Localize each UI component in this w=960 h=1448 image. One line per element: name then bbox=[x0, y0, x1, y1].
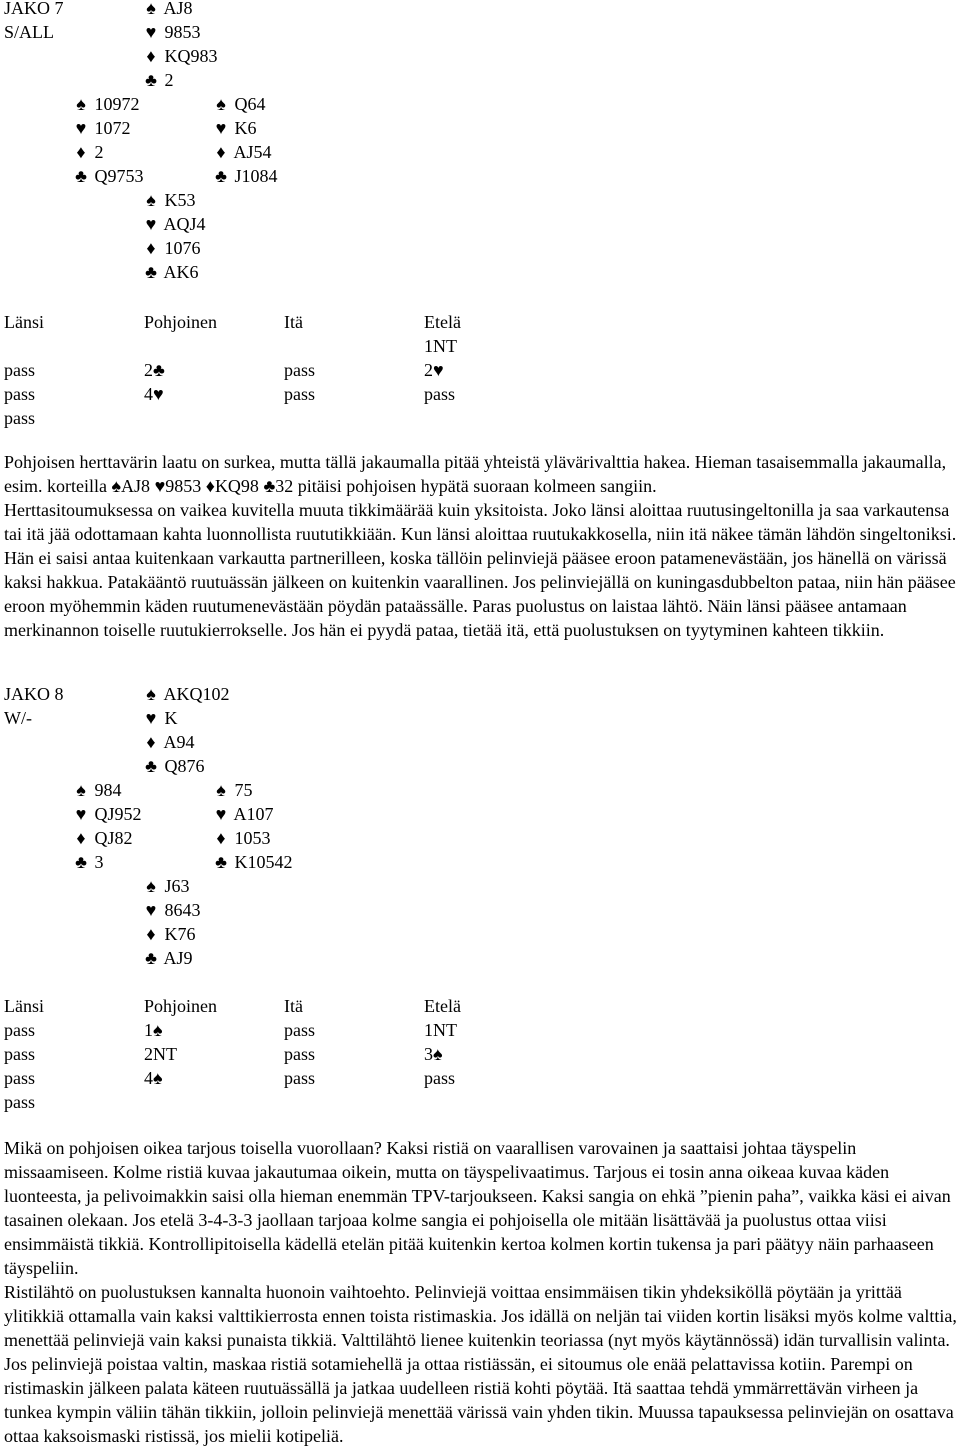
commentary-paragraph: Ristilähtö on puolustuksen kannalta huonoin vaihtoehto. Pelinviejä voittaa ensimmäisen tikin yhdeksiköllä pöytään ja yrittää ylitikkiä ottamalla vain kaksi valttikierrosta ennen toista ristimaskia. Jos idällä on neljän tai viiden kortin lisäksi myös kolme valttia, menettää pelinviejä vain kaksi punaista tikkiä. Valttilähtö lienee kuitenkin teoriassa (nyt myös käytännössä) idän turvallisin valinta. Jos pelinviejä poistaa valtin, maskaa ristiä sotamiehellä ja ottaa ristiässän, ei sitoumus ole enää pelattavissa kotiin. Parempi on ristimaskin jälkeen palata käteen ruutuässällä ja jatkaa uudelleen ristiä kohti pöytää. Itä saattaa tehdä ymmärrettävän virheen ja tunkea kympin väliin tähän tikkiin, jolloin pelinviejä menettää värissä vain yhden tikin. Muussa tapauksessa pelinviejän on osattava ottaa kaksoismaski ristissä, jos mielii kotipeliä. bbox=[4, 1282, 957, 1446]
bid: pass bbox=[4, 384, 35, 404]
spade-icon: ♠ bbox=[146, 876, 156, 896]
spade-icon: ♠ bbox=[216, 780, 226, 800]
north-hearts: ♥ 9853 bbox=[142, 20, 201, 44]
club-icon: ♣ bbox=[75, 166, 87, 186]
commentary-paragraph: Pohjoisen herttavärin laatu on surkea, mutta tällä jakaumalla pitää yhteistä ylävärivalttia hakea. Hieman tasaisemmalla jakaumalla, esim. korteilla ♠AJ8 ♥9853 ♦KQ98 ♣32 pitäisi pohjoisen hypätä suoraan kolmeen sangiin. bbox=[4, 452, 947, 496]
diamond-icon: ♦ bbox=[146, 732, 156, 752]
bid: 3♠ bbox=[424, 1044, 443, 1064]
east-diamonds: ♦ 1053 bbox=[212, 826, 271, 850]
south-hearts: ♥ 8643 bbox=[142, 898, 201, 922]
commentary-paragraph: Mikä on pohjoisen oikea tarjous toisella vuorollaan? Kaksi ristiä on vaarallisen varovainen ja saattaisi johtaa täyspelin missaamiseen. Kolme ristiä kuvaa jakautumaa oikein, mutta on täyspelivaatimus. Tarjous ei tosin anna oikeaa kuvaa käden luonteesta, ja pelivoimakkin saisi olla hieman enemmän TPV-tarjoukseen. Kaksi sangia on ehkä ”pienin paha”, vaikka käsi ei aivan tasainen olekaan. Jos etelä 3-4-3-3 jaollaan tarjoaa kolme sangia ei pohjoisella ole mitään lisättävää ja puolustus ottaa viisi ensimmäistä tikkiä. Kontrollipitoisella kädellä etelän pitää kuitenkin kertoa kolmen kortin tukensa ja pari päätyy näin parhaaseen täyspeliin. bbox=[4, 1138, 951, 1278]
deal-vulnerability: W/- bbox=[4, 708, 32, 728]
west-spades: ♠ 984 bbox=[72, 778, 122, 802]
spade-icon: ♠ bbox=[216, 94, 226, 114]
bid: 2NT bbox=[144, 1044, 177, 1064]
auction-header-east: Itä bbox=[284, 996, 303, 1016]
spade-icon: ♠ bbox=[76, 94, 86, 114]
auction-header-north: Pohjoinen bbox=[144, 996, 218, 1016]
commentary-paragraph: Herttasitoumuksessa on vaikea kuvitella muuta tikkimäärää kuin yksitoista. Joko länsi aloittaa ruutusingeltonilla ja saa varkautensa tai itä jää odottamaan kahta luonnollista ruututikkiään. Kun länsi aloittaa ruutukakkosella, niin itä näkee tämän lähdön singeltoniksi. Hän ei saisi antaa kuitenkaan varkautta partnerilleen, koska tällöin pelinviejä pääsee eroon patamenevästään, jos hänellä on värissä kaksi hakkua. Patakääntö ruutuässän jälkeen on kuitenkin vaarallinen. Jos pelinviejällä on kuningasdubbelton pataa, niin hän pääsee eroon myöhemmin käden ruutumenevästään pöydän pataässälle. Paras puolustus on laistaa lähtö. Näin länsi pääsee antamaan merkinannon toiselle ruutukierrokselle. Jos hän ei pyydä pataa, tietää itä, että puolustuksen on tyytyminen kahteen tikkiin. bbox=[4, 500, 957, 640]
north-clubs: ♣ 2 bbox=[142, 68, 174, 92]
diamond-icon: ♦ bbox=[216, 828, 226, 848]
bid: 1♠ bbox=[144, 1020, 163, 1040]
auction-header-north: Pohjoinen bbox=[144, 312, 218, 332]
deal-vulnerability: S/ALL bbox=[4, 22, 55, 42]
north-hearts: ♥ K bbox=[142, 706, 178, 730]
bid: pass bbox=[284, 360, 315, 380]
east-diamonds: ♦ AJ54 bbox=[212, 140, 272, 164]
auction-header-east: Itä bbox=[284, 312, 303, 332]
south-spades: ♠ K53 bbox=[142, 188, 196, 212]
bid: 1NT bbox=[424, 1020, 457, 1040]
bid: 2♥ bbox=[424, 360, 444, 380]
club-icon: ♣ bbox=[153, 360, 165, 380]
club-icon: ♣ bbox=[145, 756, 157, 776]
east-clubs: ♣ K10542 bbox=[212, 850, 293, 874]
east-hearts: ♥ A107 bbox=[212, 802, 274, 826]
spade-icon: ♠ bbox=[146, 190, 156, 210]
bid: 4♥ bbox=[144, 384, 164, 404]
heart-icon: ♥ bbox=[145, 22, 157, 42]
south-diamonds: ♦ 1076 bbox=[142, 236, 201, 260]
spade-icon: ♠ bbox=[153, 1068, 163, 1088]
bid: 2♣ bbox=[144, 360, 165, 380]
west-diamonds: ♦ QJ82 bbox=[72, 826, 133, 850]
diamond-icon: ♦ bbox=[205, 476, 215, 496]
bid: 1NT bbox=[424, 336, 457, 356]
south-clubs: ♣ AK6 bbox=[142, 260, 199, 284]
heart-icon: ♥ bbox=[433, 360, 444, 380]
heart-icon: ♥ bbox=[145, 214, 157, 234]
bid: pass bbox=[4, 1020, 35, 1040]
diamond-icon: ♦ bbox=[146, 924, 156, 944]
west-diamonds: ♦ 2 bbox=[72, 140, 104, 164]
club-icon: ♣ bbox=[145, 262, 157, 282]
bid: pass bbox=[4, 1068, 35, 1088]
bid: pass bbox=[4, 1092, 35, 1112]
example-hand: ♠AJ8 ♥9853 ♦KQ98 ♣32 bbox=[111, 476, 294, 496]
commentary bbox=[4, 450, 958, 642]
north-spades: ♠ AJ8 bbox=[142, 0, 193, 20]
west-clubs: ♣ 3 bbox=[72, 850, 104, 874]
spade-icon: ♠ bbox=[111, 476, 122, 496]
east-clubs: ♣ J1084 bbox=[212, 164, 278, 188]
heart-icon: ♥ bbox=[153, 384, 164, 404]
heart-icon: ♥ bbox=[215, 118, 227, 138]
diamond-icon: ♦ bbox=[146, 238, 156, 258]
bid: pass bbox=[4, 408, 35, 428]
club-icon: ♣ bbox=[145, 948, 157, 968]
heart-icon: ♥ bbox=[75, 804, 87, 824]
bid: pass bbox=[4, 1044, 35, 1064]
south-spades: ♠ J63 bbox=[142, 874, 190, 898]
club-icon: ♣ bbox=[215, 852, 227, 872]
west-hearts: ♥ QJ952 bbox=[72, 802, 142, 826]
east-spades: ♠ Q64 bbox=[212, 92, 266, 116]
deal-title: JAKO 8 bbox=[4, 684, 64, 704]
deal-title: JAKO 7 bbox=[4, 0, 64, 18]
auction-header-south: Etelä bbox=[424, 996, 461, 1016]
club-icon: ♣ bbox=[215, 166, 227, 186]
diamond-icon: ♦ bbox=[76, 828, 86, 848]
bid: pass bbox=[424, 384, 455, 404]
auction-header-west: Länsi bbox=[4, 996, 44, 1016]
south-clubs: ♣ AJ9 bbox=[142, 946, 193, 970]
auction-header-south: Etelä bbox=[424, 312, 461, 332]
east-spades: ♠ 75 bbox=[212, 778, 253, 802]
auction-header-west: Länsi bbox=[4, 312, 44, 332]
west-clubs: ♣ Q9753 bbox=[72, 164, 144, 188]
commentary bbox=[4, 1136, 958, 1448]
heart-icon: ♥ bbox=[154, 476, 166, 496]
bid: pass bbox=[284, 1020, 315, 1040]
club-icon: ♣ bbox=[75, 852, 87, 872]
north-clubs: ♣ Q876 bbox=[142, 754, 205, 778]
west-hearts: ♥ 1072 bbox=[72, 116, 131, 140]
bid: pass bbox=[4, 360, 35, 380]
heart-icon: ♥ bbox=[145, 900, 157, 920]
spade-icon: ♠ bbox=[146, 684, 156, 704]
west-spades: ♠ 10972 bbox=[72, 92, 140, 116]
spade-icon: ♠ bbox=[146, 0, 156, 18]
bid: pass bbox=[284, 384, 315, 404]
heart-icon: ♥ bbox=[145, 708, 157, 728]
bid: 4♠ bbox=[144, 1068, 163, 1088]
club-icon: ♣ bbox=[263, 476, 276, 496]
south-hearts: ♥ AQJ4 bbox=[142, 212, 206, 236]
spade-icon: ♠ bbox=[153, 1020, 163, 1040]
bid: pass bbox=[284, 1068, 315, 1088]
club-icon: ♣ bbox=[145, 70, 157, 90]
north-diamonds: ♦ A94 bbox=[142, 730, 195, 754]
diamond-icon: ♦ bbox=[76, 142, 86, 162]
north-spades: ♠ AKQ102 bbox=[142, 682, 230, 706]
south-diamonds: ♦ K76 bbox=[142, 922, 196, 946]
bid: pass bbox=[424, 1068, 455, 1088]
heart-icon: ♥ bbox=[215, 804, 227, 824]
spade-icon: ♠ bbox=[76, 780, 86, 800]
heart-icon: ♥ bbox=[75, 118, 87, 138]
east-hearts: ♥ K6 bbox=[212, 116, 257, 140]
bid: pass bbox=[284, 1044, 315, 1064]
spade-icon: ♠ bbox=[433, 1044, 443, 1064]
diamond-icon: ♦ bbox=[146, 46, 156, 66]
diamond-icon: ♦ bbox=[216, 142, 226, 162]
north-diamonds: ♦ KQ983 bbox=[142, 44, 218, 68]
